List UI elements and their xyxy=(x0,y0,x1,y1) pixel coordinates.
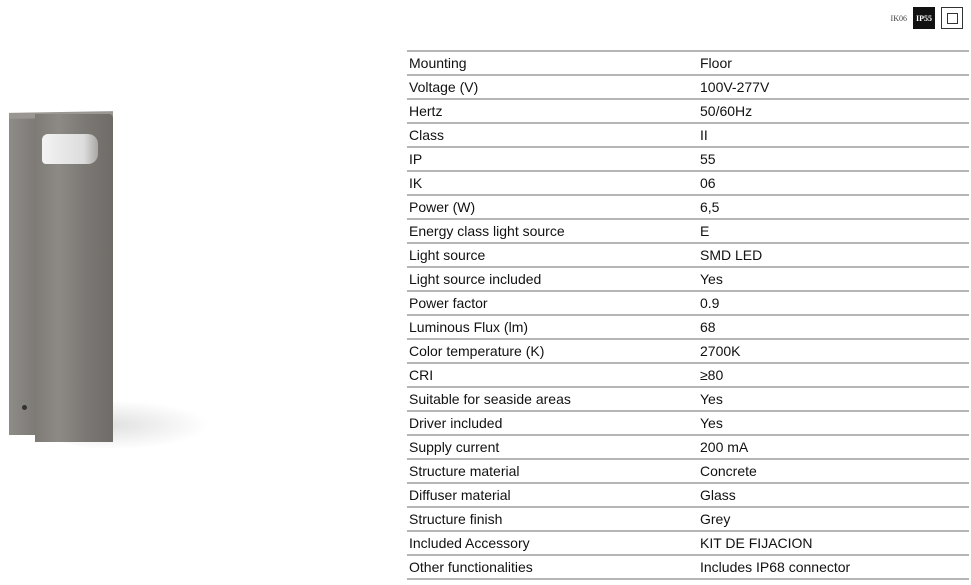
table-row xyxy=(407,267,969,291)
spec-value: Includes IP68 connector xyxy=(698,555,969,579)
spec-value: 06 xyxy=(698,171,969,195)
spec-label: Class xyxy=(407,123,698,147)
table-row xyxy=(407,51,969,75)
ip-rating-badge: IP55 xyxy=(913,7,935,29)
spec-label: Voltage (V) xyxy=(407,75,698,99)
spec-label: Power (W) xyxy=(407,195,698,219)
spec-value: Yes xyxy=(698,411,969,435)
spec-label: Luminous Flux (lm) xyxy=(407,315,698,339)
spec-label: Hertz xyxy=(407,99,698,123)
table-row xyxy=(407,171,969,195)
spec-label: Color temperature (K) xyxy=(407,339,698,363)
table-row xyxy=(407,291,969,315)
table-row xyxy=(407,387,969,411)
spec-value: KIT DE FIJACION xyxy=(698,531,969,555)
spec-label: CRI xyxy=(407,363,698,387)
screw-hole xyxy=(22,405,27,410)
spec-label: Other functionalities xyxy=(407,555,698,579)
table-row xyxy=(407,195,969,219)
spec-value: Yes xyxy=(698,267,969,291)
table-row xyxy=(407,123,969,147)
spec-label: Mounting xyxy=(407,51,698,75)
spec-value: SMD LED xyxy=(698,243,969,267)
spec-value: 50/60Hz xyxy=(698,99,969,123)
table-row xyxy=(407,75,969,99)
spec-value: Grey xyxy=(698,507,969,531)
spec-label: Suitable for seaside areas xyxy=(407,387,698,411)
spec-value: 100V-277V xyxy=(698,75,969,99)
spec-value: 2700K xyxy=(698,339,969,363)
product-image-bollard-lamp xyxy=(0,100,220,460)
table-row xyxy=(407,507,969,531)
table-row xyxy=(407,147,969,171)
spec-label: IK xyxy=(407,171,698,195)
spec-value: 200 mA xyxy=(698,435,969,459)
table-row xyxy=(407,435,969,459)
spec-label: Energy class light source xyxy=(407,219,698,243)
bollard-side-face xyxy=(9,117,36,435)
table-row xyxy=(407,531,969,555)
table-row xyxy=(407,555,969,579)
certification-badges xyxy=(891,7,963,29)
spec-value: 55 xyxy=(698,147,969,171)
spec-value: 6,5 xyxy=(698,195,969,219)
table-row xyxy=(407,315,969,339)
spec-label: Light source xyxy=(407,243,698,267)
spec-label: Power factor xyxy=(407,291,698,315)
table-row xyxy=(407,243,969,267)
spec-value: Glass xyxy=(698,483,969,507)
table-row xyxy=(407,459,969,483)
spec-value: Yes xyxy=(698,387,969,411)
spec-label: Diffuser material xyxy=(407,483,698,507)
table-row xyxy=(407,363,969,387)
spec-label: Light source included xyxy=(407,267,698,291)
ik-rating-badge: IK06 xyxy=(890,13,907,23)
spec-value: E xyxy=(698,219,969,243)
table-row xyxy=(407,411,969,435)
spec-value: ≥80 xyxy=(698,363,969,387)
spec-label: Supply current xyxy=(407,435,698,459)
spec-label: Included Accessory xyxy=(407,531,698,555)
spec-label: IP xyxy=(407,147,698,171)
class-ii-double-square-icon xyxy=(941,7,963,29)
light-opening xyxy=(42,134,98,164)
spec-value: 0.9 xyxy=(698,291,969,315)
table-row xyxy=(407,99,969,123)
spec-label: Structure finish xyxy=(407,507,698,531)
spec-label: Driver included xyxy=(407,411,698,435)
spec-label: Structure material xyxy=(407,459,698,483)
spec-value: II xyxy=(698,123,969,147)
table-row xyxy=(407,339,969,363)
specifications-table xyxy=(407,50,969,580)
table-row xyxy=(407,219,969,243)
spec-value: Floor xyxy=(698,51,969,75)
spec-value: 68 xyxy=(698,315,969,339)
spec-value: Concrete xyxy=(698,459,969,483)
table-row xyxy=(407,483,969,507)
